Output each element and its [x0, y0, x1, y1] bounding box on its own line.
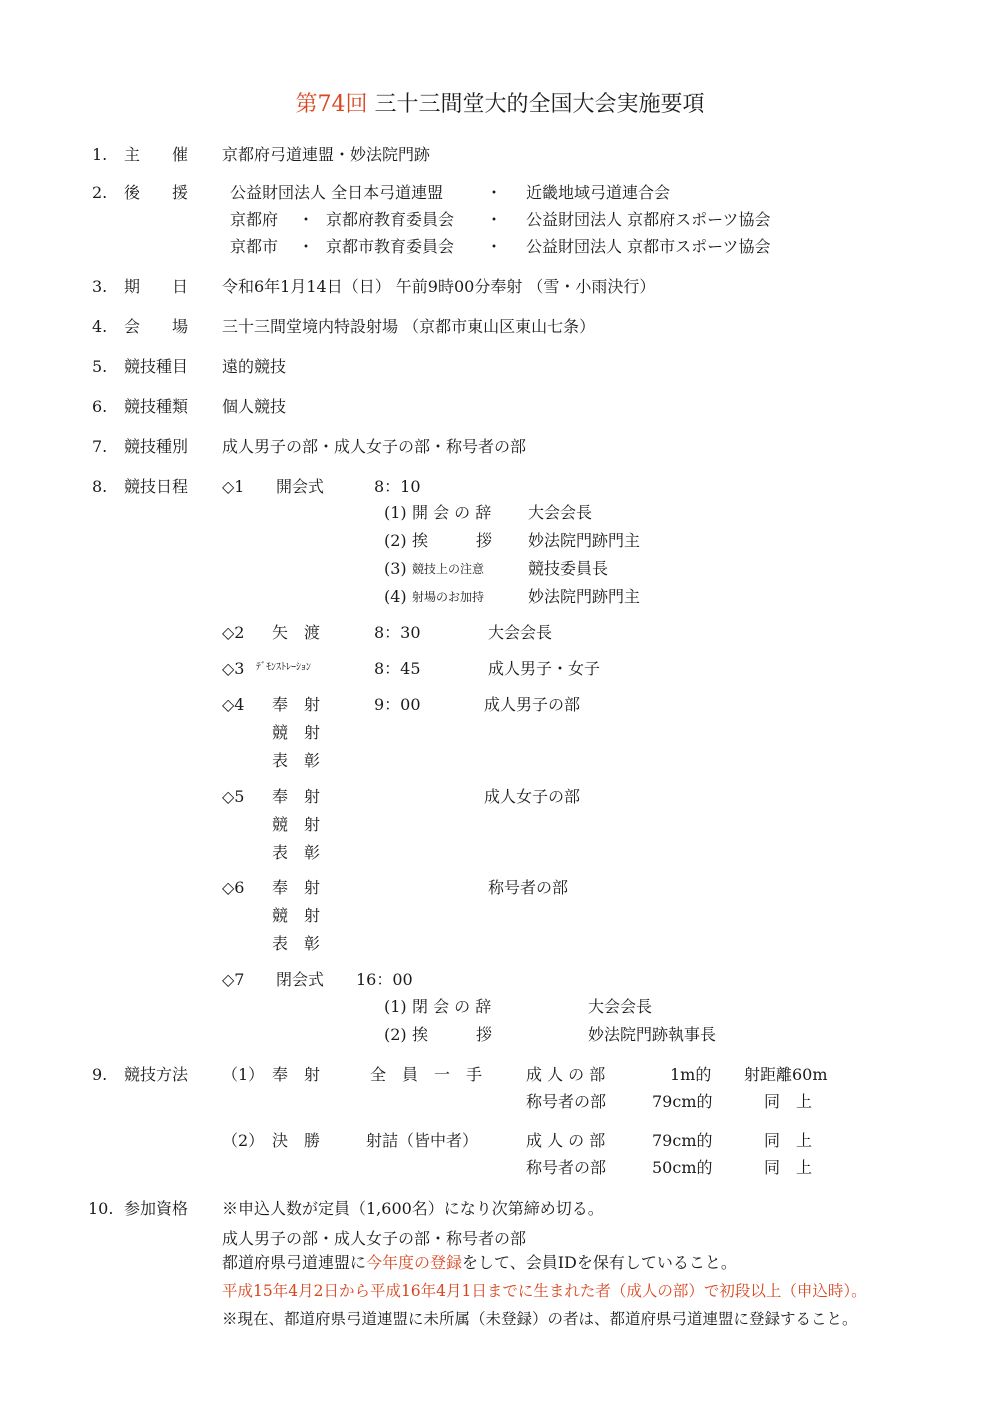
separator: ・	[298, 210, 315, 229]
sponsor-text: 京都市教育委員会	[326, 237, 455, 256]
item-label: 競技種目	[124, 357, 189, 376]
item-number: 9.	[92, 1065, 108, 1084]
item-number: 1.	[92, 145, 108, 164]
schedule-time: 9：00	[374, 695, 421, 714]
eligibility-highlight: 今年度の登録	[366, 1253, 463, 1272]
eligibility-unregistered-note: ※現在、都道府県弓道連盟に未所属（未登録）の者は、都道府県弓道連盟に登録すること。	[222, 1310, 858, 1328]
schedule-name: 開会式	[276, 477, 325, 496]
item-label: 期 日	[124, 277, 189, 296]
schedule-time: 16：00	[356, 970, 413, 989]
sponsor-text: 京都府教育委員会	[326, 210, 455, 229]
sponsor-text: 公益財団法人 京都府スポーツ協会	[526, 210, 771, 229]
schedule-time: 8：30	[374, 623, 421, 642]
schedule-who: 成人女子の部	[484, 787, 581, 806]
schedule-name: 奉 射	[272, 878, 321, 897]
item-label: 会 場	[124, 317, 189, 336]
item-label: 競技方法	[124, 1065, 189, 1084]
schedule-name: 表 彰	[272, 843, 321, 862]
method-name: 決 勝	[272, 1131, 321, 1150]
eligibility-divisions: 成人男子の部・成人女子の部・称号者の部	[222, 1229, 527, 1248]
method-distance: 同 上	[764, 1131, 813, 1150]
eligibility-text: 都道府県弓道連盟に	[222, 1253, 367, 1272]
method-target: 79cm的	[652, 1131, 713, 1150]
venue-value: 三十三間堂境内特設射場 （京都市東山区東山七条）	[222, 317, 596, 336]
schedule-time: 8：45	[374, 659, 421, 678]
method-rule: 全 員 一 手	[370, 1065, 483, 1084]
schedule-who: 成人男子の部	[484, 695, 581, 714]
schedule-who: 大会会長	[488, 623, 553, 642]
schedule-mark: ◇7	[222, 970, 245, 989]
item-number: 10.	[88, 1199, 114, 1218]
eligibility-registration	[222, 1253, 737, 1273]
schedule-mark: ◇1	[222, 477, 245, 496]
item-label: 競技種別	[124, 437, 189, 456]
schedule-name: 奉 射	[272, 787, 321, 806]
schedule-name: 競 射	[272, 906, 321, 925]
method-rule: 射詰（皆中者）	[366, 1131, 479, 1150]
method-division: 成 人 の 部	[526, 1065, 606, 1084]
item-number: 2.	[92, 183, 108, 202]
sponsor-text: 公益財団法人 京都市スポーツ協会	[526, 237, 771, 256]
schedule-name: 矢 渡	[272, 623, 321, 642]
sub-what: 競技上の注意	[412, 562, 485, 576]
sub-who: 妙法院門跡門主	[528, 531, 641, 550]
separator: ・	[486, 237, 503, 256]
schedule-time: 8：10	[374, 477, 421, 496]
sub-who: 妙法院門跡門主	[528, 587, 641, 606]
item-label: 競技日程	[124, 477, 189, 496]
sponsor-text: 京都市	[230, 237, 279, 256]
item-number: 8.	[92, 477, 108, 496]
sub-number: (3)	[384, 559, 407, 578]
sub-who: 妙法院門跡執事長	[588, 1025, 717, 1044]
separator: ・	[486, 210, 503, 229]
separator: ・	[486, 183, 503, 202]
method-division: 称号者の部	[526, 1158, 607, 1177]
schedule-name: 表 彰	[272, 934, 321, 953]
item-label: 主 催	[124, 145, 189, 164]
event-type-value: 個人競技	[222, 397, 287, 416]
sub-what: 射場のお加持	[412, 590, 485, 604]
eligibility-note: ※申込人数が定員（1,600名）になり次第締め切る。	[222, 1199, 604, 1218]
method-distance: 同 上	[764, 1158, 813, 1177]
item-label: 後 援	[124, 183, 189, 202]
schedule-name: 競 射	[272, 815, 321, 834]
method-number: （2）	[222, 1131, 265, 1150]
method-target: 50cm的	[652, 1158, 713, 1177]
sub-who: 競技委員長	[528, 559, 609, 578]
item-label: 競技種類	[124, 397, 189, 416]
sponsor-text: 近畿地域弓道連合会	[526, 183, 671, 202]
method-division: 称号者の部	[526, 1092, 607, 1111]
organizer-value: 京都府弓道連盟・妙法院門跡	[222, 145, 431, 164]
schedule-name: 閉会式	[276, 970, 325, 989]
date-value: 令和6年1月14日（日） 午前9時00分奉射 （雪・小雨決行）	[222, 277, 656, 296]
sub-what: 閉 会 の 辞	[412, 997, 492, 1016]
method-number: （1）	[222, 1065, 265, 1084]
item-number: 4.	[92, 317, 108, 336]
schedule-name: 奉 射	[272, 695, 321, 714]
method-target: 1m的	[670, 1065, 712, 1084]
sub-number: (1)	[384, 503, 407, 522]
eligibility-text: をして、会員IDを保有していること。	[462, 1253, 737, 1272]
sub-number: (4)	[384, 587, 407, 606]
separator: ・	[298, 237, 315, 256]
sub-what: 開 会 の 辞	[412, 503, 492, 522]
title-text: 三十三間堂大的全国大会実施要項	[374, 92, 705, 117]
schedule-mark: ◇5	[222, 787, 245, 806]
item-number: 3.	[92, 277, 108, 296]
method-distance: 射距離60m	[744, 1065, 828, 1084]
schedule-name: 表 彰	[272, 751, 321, 770]
division-value: 成人男子の部・成人女子の部・称号者の部	[222, 437, 527, 456]
sub-what: 挨 拶	[412, 531, 493, 550]
schedule-mark: ◇2	[222, 623, 245, 642]
schedule-name: ﾃﾞﾓﾝｽﾄﾚｰｼｮﾝ	[256, 662, 311, 673]
schedule-mark: ◇4	[222, 695, 245, 714]
event-value: 遠的競技	[222, 357, 287, 376]
sub-number: (2)	[384, 1025, 407, 1044]
method-division: 成 人 の 部	[526, 1131, 606, 1150]
sub-who: 大会会長	[588, 997, 653, 1016]
page-title	[0, 90, 1000, 120]
item-number: 5.	[92, 357, 108, 376]
schedule-name: 競 射	[272, 723, 321, 742]
schedule-mark: ◇3	[222, 659, 245, 678]
method-name: 奉 射	[272, 1065, 321, 1084]
schedule-who: 称号者の部	[488, 878, 569, 897]
sponsor-text: 京都府	[230, 210, 279, 229]
sub-what: 挨 拶	[412, 1025, 493, 1044]
method-target: 79cm的	[652, 1092, 713, 1111]
item-label: 参加資格	[124, 1199, 189, 1218]
title-edition: 第74回	[295, 92, 368, 117]
method-distance: 同 上	[764, 1092, 813, 1111]
sub-number: (2)	[384, 531, 407, 550]
item-number: 7.	[92, 437, 108, 456]
sponsor-text: 公益財団法人 全日本弓道連盟	[230, 183, 444, 202]
sub-who: 大会会長	[528, 503, 593, 522]
item-number: 6.	[92, 397, 108, 416]
sub-number: (1)	[384, 997, 407, 1016]
schedule-who: 成人男子・女子	[488, 659, 601, 678]
eligibility-age: 平成15年4月2日から平成16年4月1日までに生まれた者（成人の部）で初段以上（申込時）。	[222, 1282, 867, 1300]
schedule-mark: ◇6	[222, 878, 245, 897]
